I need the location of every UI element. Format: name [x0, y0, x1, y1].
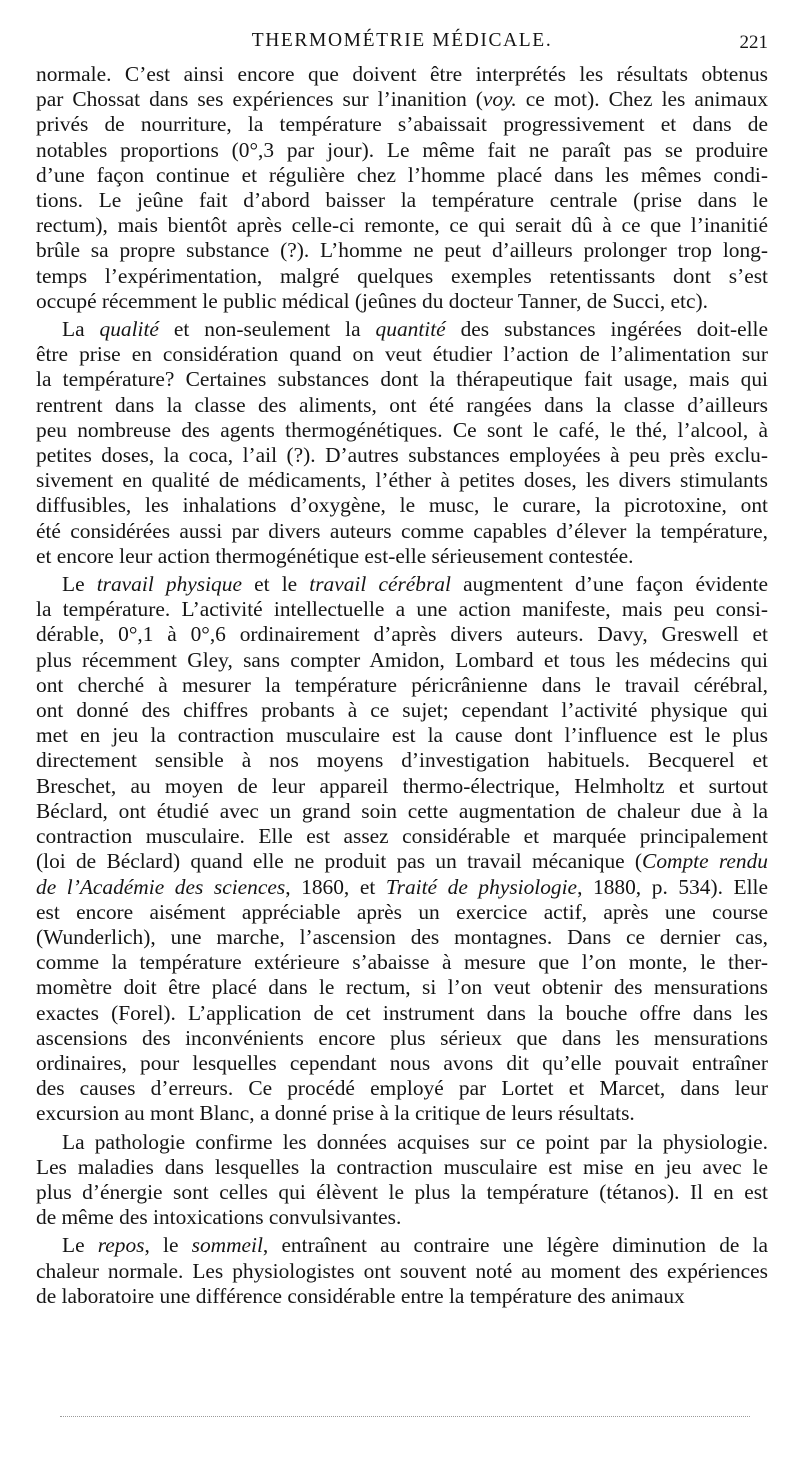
- paragraph: [36, 1130, 768, 1231]
- text-segment: de même des intoxications convulsivantes.: [36, 1205, 402, 1230]
- italic-segment: travail physique: [96, 572, 242, 597]
- text-line: [36, 648, 768, 673]
- text-line: [36, 1233, 768, 1258]
- text-line: [36, 138, 768, 163]
- text-segment: été considérées aussi par divers auteurs comme capables d’élever la température,: [36, 518, 768, 543]
- text-line: [36, 238, 768, 263]
- text-segment: privés de nourriture, la température s’abaissait progressivement et dans de: [36, 112, 768, 137]
- body-text: [36, 62, 768, 1309]
- italic-segment: qualité: [99, 317, 159, 342]
- italic-segment: Compte rendu: [642, 849, 768, 874]
- text-line: [36, 1130, 768, 1155]
- text-segment: ce mot). Chez les animaux: [516, 87, 769, 112]
- text-line: [36, 418, 768, 443]
- text-segment: temps l’expérimentation, malgré quelques exemples retentissants dont s’est: [36, 263, 768, 288]
- text-segment: , 1860, et: [285, 874, 386, 899]
- text-segment: Breschet, au moyen de leur appareil thermo-électrique, Helmholtz et surtout: [36, 773, 768, 798]
- text-line: [36, 622, 768, 647]
- text-segment: diffusibles, les inhalations d’oxygène, le musc, le curare, la picrotoxine, ont: [36, 493, 768, 518]
- text-line: [36, 342, 768, 367]
- text-segment: est encore aisément appréciable après un exercice actif, après une course: [36, 899, 768, 924]
- text-segment: (Wunderlich), une marche, l’ascension des montagnes. Dans ce dernier cas,: [36, 924, 768, 949]
- italic-segment: de l’Académie des sciences: [36, 874, 286, 899]
- text-segment: petites doses, la coca, l’ail (?). D’autres substances employées à peu près exclu-: [36, 443, 768, 468]
- text-line: [36, 748, 768, 773]
- text-segment: tions. Le jeûne fait d’abord baisser la température centrale (prise dans le: [36, 188, 768, 213]
- text-line: [36, 1180, 768, 1205]
- text-line: [36, 572, 768, 597]
- text-segment: plus récemment Gley, sans compter Amidon, Lombard et tous les médecins qui: [36, 647, 768, 672]
- italic-segment: repos: [97, 1233, 145, 1258]
- text-line: [36, 723, 768, 748]
- text-segment: brûle sa propre substance (?). L’homme ne peut d’ailleurs prolonger trop long-: [36, 238, 768, 263]
- text-line: [36, 62, 768, 87]
- text-segment: excursion au mont Blanc, a donné prise à la critique de leurs résultats.: [36, 1101, 635, 1126]
- text-line: [36, 544, 768, 569]
- text-segment: peu nombreuse des agents thermogénétiques. Ce sont le café, le thé, l’alcool, à: [36, 417, 768, 442]
- text-line: [36, 317, 768, 342]
- text-segment: exactes (Forel). L’application de cet instrument dans la bouche offre dans les: [36, 1000, 768, 1025]
- text-line: [36, 468, 768, 493]
- text-line: [36, 393, 768, 418]
- text-segment: et le: [241, 572, 310, 597]
- text-line: [36, 188, 768, 213]
- text-segment: met en jeu la contraction musculaire est la cause dont l’influence est le plus: [36, 723, 768, 748]
- text-line: [36, 519, 768, 544]
- text-line: [36, 1259, 768, 1284]
- text-line: [36, 698, 768, 723]
- text-segment: être prise en considération quand on veut étudier l’action de l’alimentation sur: [36, 342, 768, 367]
- text-segment: La pathologie confirme les données acquises sur ce point par la physiologie.: [62, 1129, 768, 1154]
- italic-segment: voy.: [482, 87, 517, 112]
- italic-segment: Traité de physiologie: [385, 874, 578, 899]
- italic-segment: quantité: [375, 317, 446, 342]
- text-segment: normale. C’est ainsi encore que doivent être interprétés les résultats obtenus: [36, 62, 768, 86]
- text-line: [36, 774, 768, 799]
- text-segment: Le: [62, 572, 97, 597]
- text-segment: et non-seulement la: [158, 317, 376, 342]
- text-segment: des causes d’erreurs. Ce procédé employé par Lortet et Marcet, dans leur: [36, 1076, 768, 1101]
- text-segment: ordinaires, pour lesquelles cependant nous avons dit qu’elle pouvait entraîner: [36, 1050, 768, 1075]
- text-line: [36, 950, 768, 975]
- text-segment: ont donné des chiffres probants à ce sujet; cependant l’activité physique qui: [36, 698, 768, 723]
- text-segment: Les maladies dans lesquelles la contraction musculaire est mise en jeu avec le: [36, 1154, 768, 1179]
- text-line: [36, 289, 768, 314]
- text-segment: ont cherché à mesurer la température péricrânienne dans le travail cérébral,: [36, 672, 768, 697]
- text-line: [36, 1051, 768, 1076]
- text-segment: , le: [144, 1233, 192, 1258]
- italic-segment: sommeil: [191, 1233, 263, 1258]
- text-segment: rectum), mais bientôt après celle-ci remonte, ce qui serait dû à ce que l’inanitié: [36, 213, 768, 238]
- text-segment: sivement en qualité de médicaments, l’éther à petites doses, les divers stimulants: [36, 468, 768, 493]
- text-line: [36, 799, 768, 824]
- text-segment: Béclard, ont étudié avec un grand soin cette augmentation de chaleur due à la: [36, 798, 768, 823]
- text-segment: comme la température extérieure s’abaisse à mesure que l’on monte, le ther-: [36, 950, 768, 975]
- text-line: [36, 875, 768, 900]
- text-segment: contraction musculaire. Elle est assez considérable et marquée principalement: [36, 824, 768, 849]
- text-segment: la température? Certaines substances dont la thérapeutique fait usage, mais qui: [36, 367, 768, 392]
- italic-segment: travail cérébral: [309, 572, 451, 597]
- text-line: [36, 264, 768, 289]
- text-line: [36, 1155, 768, 1180]
- text-line: [36, 1026, 768, 1051]
- running-title: THERMOMÉTRIE MÉDICALE.: [251, 30, 553, 51]
- text-segment: Le: [62, 1233, 98, 1258]
- text-line: [36, 824, 768, 849]
- text-segment: , entraînent au contraire une légère diminution de la: [262, 1233, 768, 1258]
- text-segment: momètre doit être placé dans le rectum, si l’on veut obtenir des mensurations: [36, 975, 768, 1000]
- text-segment: occupé récemment le public médical (jeûnes du docteur Tanner, de Succi, etc).: [36, 288, 708, 313]
- text-segment: chaleur normale. Les physiologistes ont souvent noté au moment des expériences: [36, 1258, 768, 1283]
- text-line: [36, 367, 768, 392]
- paragraph: [36, 1233, 768, 1309]
- text-segment: des substances ingérées doit-elle: [445, 317, 768, 342]
- paragraph: [36, 572, 768, 1126]
- text-segment: plus d’énergie sont celles qui élèvent le plus la température (tétanos). Il en est: [36, 1179, 768, 1204]
- text-line: [36, 1205, 768, 1230]
- text-line: [36, 900, 768, 925]
- text-line: [36, 87, 768, 112]
- text-segment: , 1880, p. 534). Elle: [577, 874, 768, 899]
- text-segment: et encore leur action thermogénétique est-elle sérieusement contestée.: [36, 543, 634, 568]
- text-line: [36, 1001, 768, 1026]
- text-line: [36, 213, 768, 238]
- text-segment: d’une façon continue et régulière chez l’homme placé dans les mêmes condi-: [36, 162, 768, 187]
- footer-rule: [60, 1416, 750, 1417]
- text-segment: notables proportions (0°,3 par jour). Le même fait ne paraît pas se produire: [36, 137, 768, 162]
- page-number: 221: [739, 32, 768, 53]
- page-header: [36, 28, 768, 62]
- text-segment: (loi de Béclard) quand elle ne produit pas un travail mécanique (: [36, 849, 643, 874]
- text-segment: augmentent d’une façon évidente: [450, 572, 768, 597]
- book-page: [36, 28, 768, 1312]
- text-segment: par Chossat dans ses expériences sur l’inanition (: [36, 87, 483, 112]
- text-line: [36, 1076, 768, 1101]
- text-segment: directement sensible à nos moyens d’investigation habituels. Becquerel et: [36, 748, 768, 773]
- text-line: [36, 1284, 768, 1309]
- text-segment: La: [62, 317, 100, 342]
- text-segment: rentrent dans la classe des aliments, ont été rangées dans la classe d’ailleurs: [36, 392, 768, 417]
- paragraph: [36, 317, 768, 569]
- text-line: [36, 673, 768, 698]
- text-segment: dérable, 0°,1 à 0°,6 ordinairement d’après divers auteurs. Davy, Greswell et: [36, 622, 768, 647]
- text-line: [36, 443, 768, 468]
- text-line: [36, 163, 768, 188]
- text-line: [36, 597, 768, 622]
- text-line: [36, 112, 768, 137]
- text-line: [36, 925, 768, 950]
- text-line: [36, 493, 768, 518]
- text-line: [36, 1101, 768, 1126]
- text-line: [36, 975, 768, 1000]
- paragraph: [36, 62, 768, 314]
- text-segment: la température. L’activité intellectuelle a une action manifeste, mais peu consi-: [36, 597, 768, 622]
- text-segment: ascensions des inconvénients encore plus sérieux que dans les mensurations: [36, 1025, 768, 1050]
- text-segment: de laboratoire une différence considérable entre la température des animaux: [36, 1283, 685, 1308]
- text-line: [36, 849, 768, 874]
